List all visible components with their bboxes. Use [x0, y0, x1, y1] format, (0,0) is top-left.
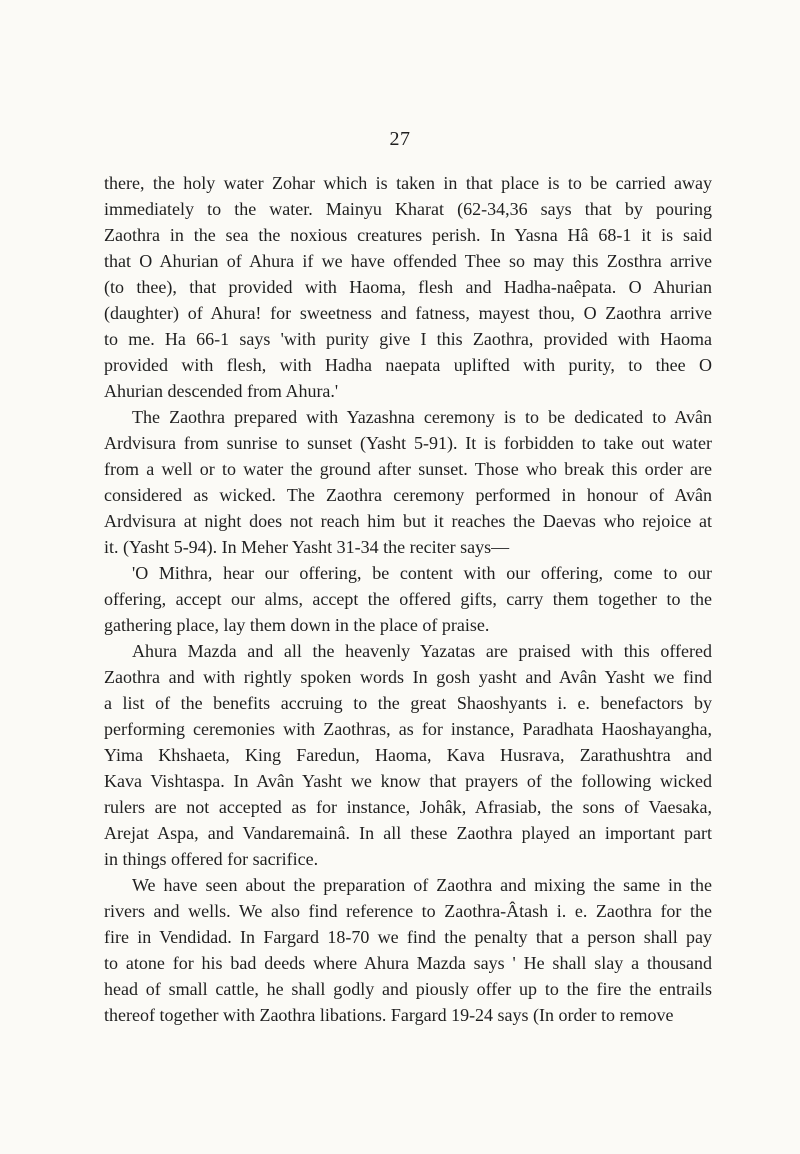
text-line: Ahura Mazda and all the heavenly Yazatas are praised with this offered [132, 641, 712, 661]
text-line: considered as wicked. The Zaothra ceremony performed in honour of Avân [104, 485, 712, 505]
text-line: Zaothra and with rightly spoken words In gosh yasht and Avân Yasht we find [104, 667, 712, 687]
text-line: in things offered for sacrifice. [104, 849, 319, 869]
page-number: 27 [389, 128, 411, 150]
text-line: Kava Vishtaspa. In Avân Yasht we know that prayers of the following wicked [104, 771, 712, 791]
text-line: head of small cattle, he shall godly and piously offer up to the fire the entrails [104, 979, 712, 999]
text-line: a list of the benefits accruing to the great Shaoshyants i. e. benefactors by [104, 693, 712, 713]
text-line: performing ceremonies with Zaothras, as for instance, Paradhata Haoshayangha, [104, 719, 712, 739]
text-line: rivers and wells. We also find reference to Zaothra-Âtash i. e. Zaothra for the [104, 901, 712, 921]
text-line: gathering place, lay them down in the place of praise. [104, 615, 490, 635]
text-line: (daughter) of Ahura! for sweetness and fatness, mayest thou, O Zaothra arrive [104, 303, 712, 323]
text-line: Arejat Aspa, and Vandaremainâ. In all these Zaothra played an important part [104, 823, 712, 843]
text-line: thereof together with Zaothra libations. Fargard 19-24 says (In order to remove [104, 1005, 674, 1025]
paragraph [104, 560, 712, 638]
text-line: The Zaothra prepared with Yazashna ceremony is to be dedicated to Avân [132, 407, 712, 427]
text-line: there, the holy water Zohar which is taken in that place is to be carried away [104, 173, 712, 193]
paragraph [104, 638, 712, 872]
text-line: Ahurian descended from Ahura.' [104, 381, 339, 401]
text-line: rulers are not accepted as for instance, Johâk, Afrasiab, the sons of Vaesaka, [104, 797, 712, 817]
text-line: fire in Vendidad. In Fargard 18-70 we find the penalty that a person shall pay [104, 927, 712, 947]
paragraph [104, 872, 712, 1028]
paragraph [104, 170, 712, 404]
text-line: offering, accept our alms, accept the offered gifts, carry them together to the [104, 589, 712, 609]
paragraph [104, 404, 712, 560]
text-line: (to thee), that provided with Haoma, flesh and Hadha-naêpata. O Ahurian [104, 277, 712, 297]
text-line: provided with flesh, with Hadha naepata uplifted with purity, to thee O [104, 355, 712, 375]
text-line: immediately to the water. Mainyu Kharat (62-34,36 says that by pouring [104, 199, 712, 219]
body-text [104, 170, 712, 1028]
text-line: Ardvisura at night does not reach him but it reaches the Daevas who rejoice at [104, 511, 712, 531]
text-line: Ardvisura from sunrise to sunset (Yasht 5-91). It is forbidden to take out water [104, 433, 712, 453]
text-line: from a well or to water the ground after sunset. Those who break this order are [104, 459, 712, 479]
text-line: We have seen about the preparation of Zaothra and mixing the same in the [132, 875, 712, 895]
text-line: 'O Mithra, hear our offering, be content with our offering, come to our [132, 563, 712, 583]
text-line: to me. Ha 66-1 says 'with purity give I this Zaothra, provided with Haoma [104, 329, 712, 349]
text-line: Yima Khshaeta, King Faredun, Haoma, Kava Husrava, Zarathushtra and [104, 745, 712, 765]
text-line: that O Ahurian of Ahura if we have offended Thee so may this Zosthra arrive [104, 251, 712, 271]
text-line: to atone for his bad deeds where Ahura Mazda says ' He shall slay a thousand [104, 953, 712, 973]
text-line: it. (Yasht 5-94). In Meher Yasht 31-34 the reciter says— [104, 537, 510, 557]
text-line: Zaothra in the sea the noxious creatures perish. In Yasna Hâ 68-1 it is said [104, 225, 712, 245]
